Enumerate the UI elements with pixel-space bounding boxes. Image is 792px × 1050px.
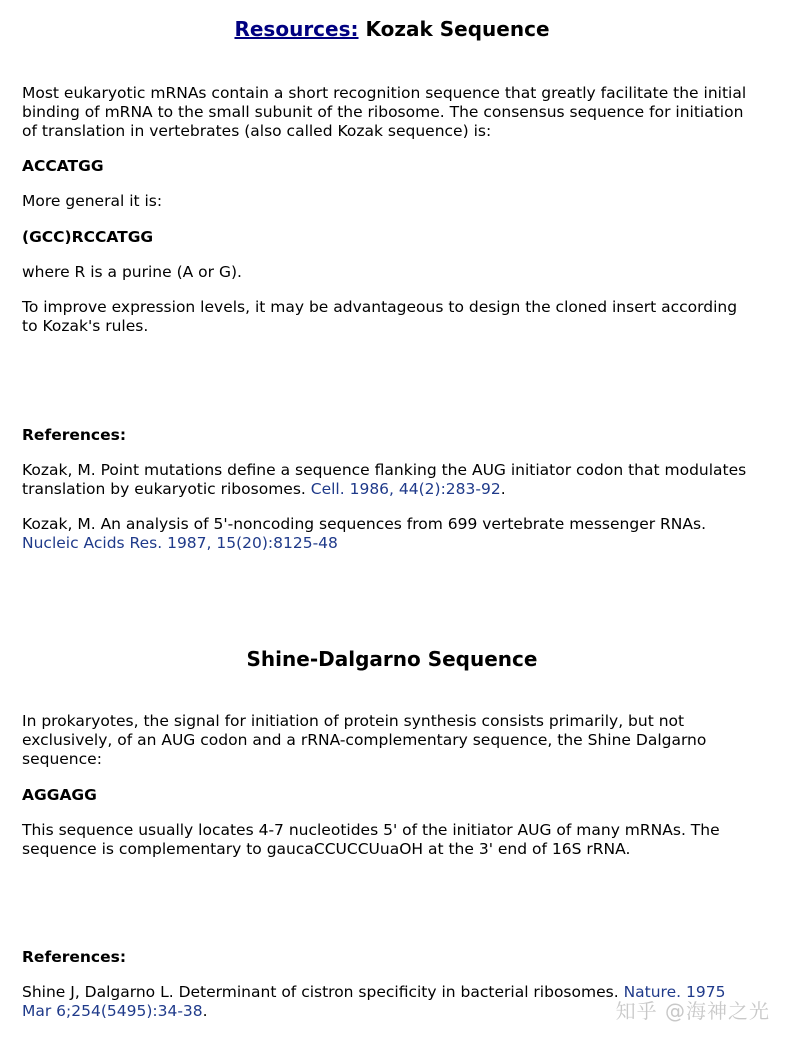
reference-text: Shine J, Dalgarno L. Determinant of cistron specificity in bacterial ribosomes.	[22, 983, 624, 1001]
improve-note: To improve expression levels, it may be advantageous to design the cloned insert according to Kozak's rules.	[22, 298, 738, 335]
zhihu-watermark: 知乎 @海神之光	[615, 999, 770, 1023]
general-label: More general it is:	[22, 192, 163, 210]
resources-link[interactable]: Resources:	[234, 17, 359, 41]
kozak-consensus: ACCATGG	[22, 157, 104, 175]
locates-note: This sequence usually locates 4-7 nucleotides 5' of the initiator AUG of many mRNAs. The sequence is complementary to gaucaCCUCCUuaOH at the 3' end of 16S rRNA.	[22, 821, 720, 858]
nature-1975-link[interactable]: Nature. 1975 Mar 6;254(5495):34-38	[22, 983, 726, 1020]
shine-intro: In prokaryotes, the signal for initiation of protein synthesis consists primarily, but not exclusively, of an AUG codon and a rRNA-complementary sequence, the Shine Dalgarno sequence:	[22, 712, 707, 768]
kozak-reference-2	[22, 515, 752, 553]
kozak-intro: Most eukaryotic mRNAs contain a short recognition sequence that greatly facilitate the initial binding of mRNA to the small subunit of the ribosome. The consensus sequence for initiation of translation in vertebrates (also called Kozak sequence) is:	[22, 84, 747, 140]
shine-dalgarno-title: Shine-Dalgarno Sequence	[246, 647, 538, 671]
kozak-title	[22, 16, 762, 42]
shine-sequence: AGGAGG	[22, 786, 97, 804]
kozak-references-heading: References:	[22, 426, 127, 444]
general-sequence: (GCC)RCCATGG	[22, 228, 154, 246]
shine-references-heading: References:	[22, 948, 127, 966]
reference-tail: .	[202, 1002, 208, 1020]
purine-note: where R is a purine (A or G).	[22, 263, 242, 281]
nucleic-acids-1987-link[interactable]: Nucleic Acids Res. 1987, 15(20):8125-48	[22, 534, 338, 552]
reference-tail: .	[500, 480, 506, 498]
kozak-title-text: Kozak Sequence	[358, 17, 550, 41]
reference-text: Kozak, M. Point mutations define a sequence flanking the AUG initiator codon that modulates translation by eukaryotic ribosomes.	[22, 461, 747, 498]
kozak-reference-1	[22, 461, 752, 499]
cell-1986-link[interactable]: Cell. 1986, 44(2):283-92	[310, 480, 501, 498]
reference-text: Kozak, M. An analysis of 5'-noncoding sequences from 699 vertebrate messenger RNAs.	[22, 515, 706, 533]
